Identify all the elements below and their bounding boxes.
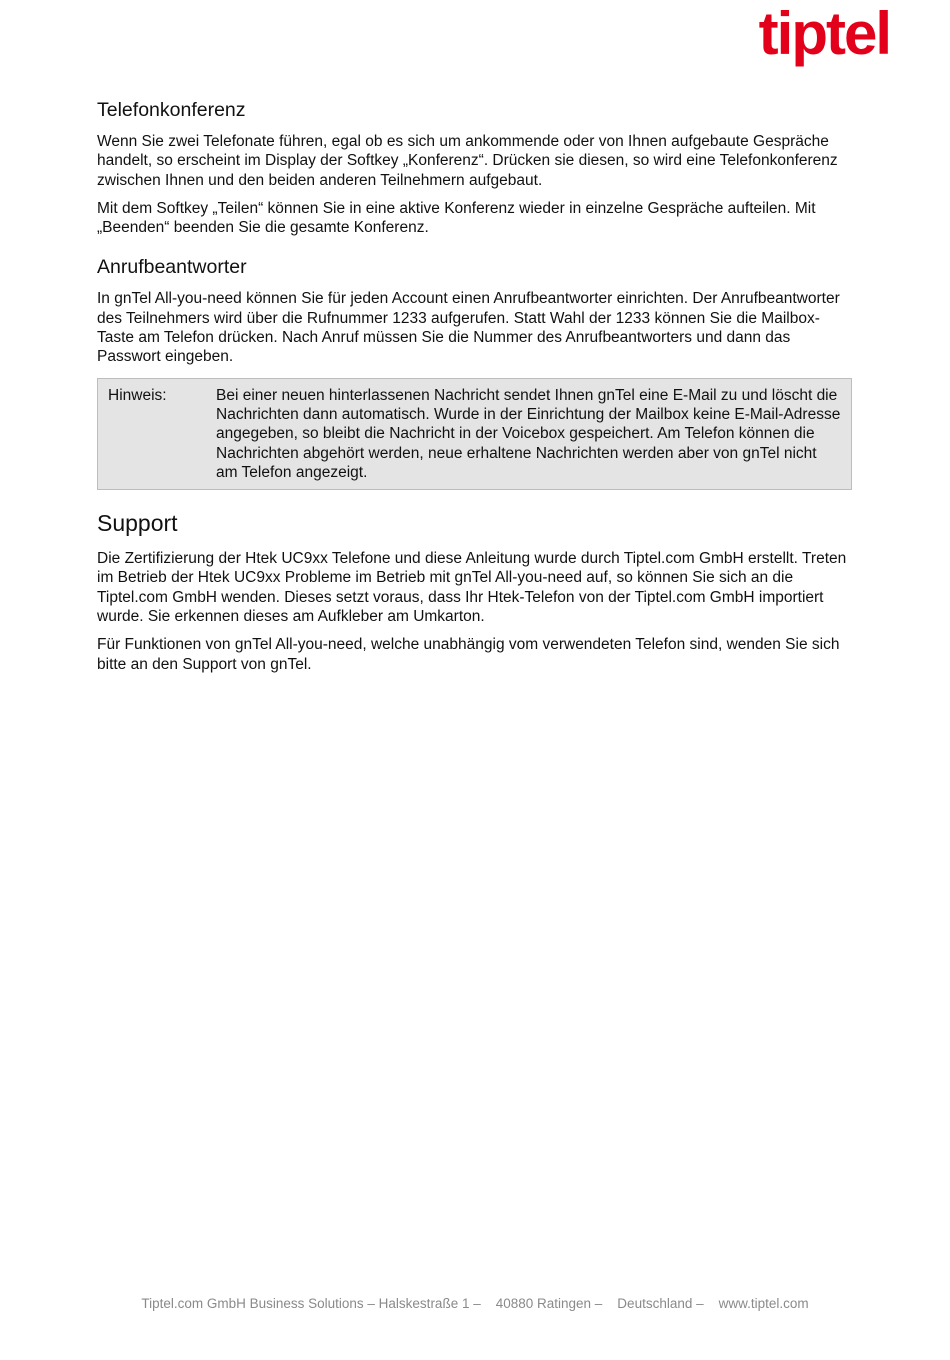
paragraph: Die Zertifizierung der Htek UC9xx Telefone und diese Anleitung wurde durch Tiptel.com GmbH erstellt. Treten im Betrieb der Htek UC9xx Probleme im Betrieb mit gnTel All-you-need auf, so können Sie sich an die Tiptel.com GmbH wenden. Dieses setzt voraus, dass Ihr Htek-Telefon von der Tiptel.com GmbH importiert wurde. Sie erkennen dieses am Aufkleber am Umkarton. [97, 550, 847, 626]
page-footer: Tiptel.com GmbH Business Solutions – Halskestraße 1 – 40880 Ratingen – Deutschland – www.tiptel.com [141, 1296, 809, 1311]
paragraph: Für Funktionen von gnTel All-you-need, welche unabhängig vom verwendeten Telefon sind, wenden Sie sich bitte an den Support von gnTel. [97, 636, 840, 673]
paragraph: Mit dem Softkey „Teilen“ können Sie in eine aktive Konferenz wieder in einzelne Gespräche aufteilen. Mit „Beenden“ beenden Sie die gesamte Konferenz. [97, 199, 816, 237]
hinweis-label: Hinweis: [108, 386, 167, 404]
heading-anrufbeantworter: Anrufbeantworter [97, 256, 247, 279]
section-support [97, 508, 852, 674]
heading-support: Support [97, 510, 178, 537]
section-anrufbeantworter [97, 255, 852, 490]
tiptel-logo: tiptel [758, 0, 890, 67]
hinweis-box [97, 378, 852, 490]
section-telefonkonferenz [97, 98, 852, 237]
paragraph: Wenn Sie zwei Telefonate führen, egal ob es sich um ankommende oder von Ihnen aufgebaute Gespräche handelt, so erscheint im Display der Softkey „Konferenz“. Drücken sie diesen, so wird eine Telefonkonferenz zwischen Ihnen und den beiden anderen Teilnehmern aufgebaut. [97, 133, 838, 189]
heading-telefonkonferenz: Telefonkonferenz [97, 99, 246, 121]
paragraph: In gnTel All-you-need können Sie für jeden Account einen Anrufbeantworter einrichten. Der Anrufbeantworter des Teilnehmers wird über die Rufnummer 1233 aufgerufen. Statt Wahl der 1233 können Sie die Mailbox-Taste am Telefon drücken. Nach Anruf müssen Sie die Nummer des Anrufbeantworters und dann das Passwort eingeben. [97, 290, 840, 366]
document-body [97, 98, 852, 683]
hinweis-text: Bei einer neuen hinterlassenen Nachricht sendet Ihnen gnTel eine E-Mail zu und löscht die Nachrichten dann automatisch. Wurde in der Einrichtung der Mailbox keine E-Mail-Adresse angegeben, so bleibt die Nachricht in der Voicebox gespeichert. Am Telefon können die Nachrichten abgehört werden, neue erhaltene Nachrichten werden aber von gnTel nicht am Telefon angezeigt. [216, 386, 841, 481]
